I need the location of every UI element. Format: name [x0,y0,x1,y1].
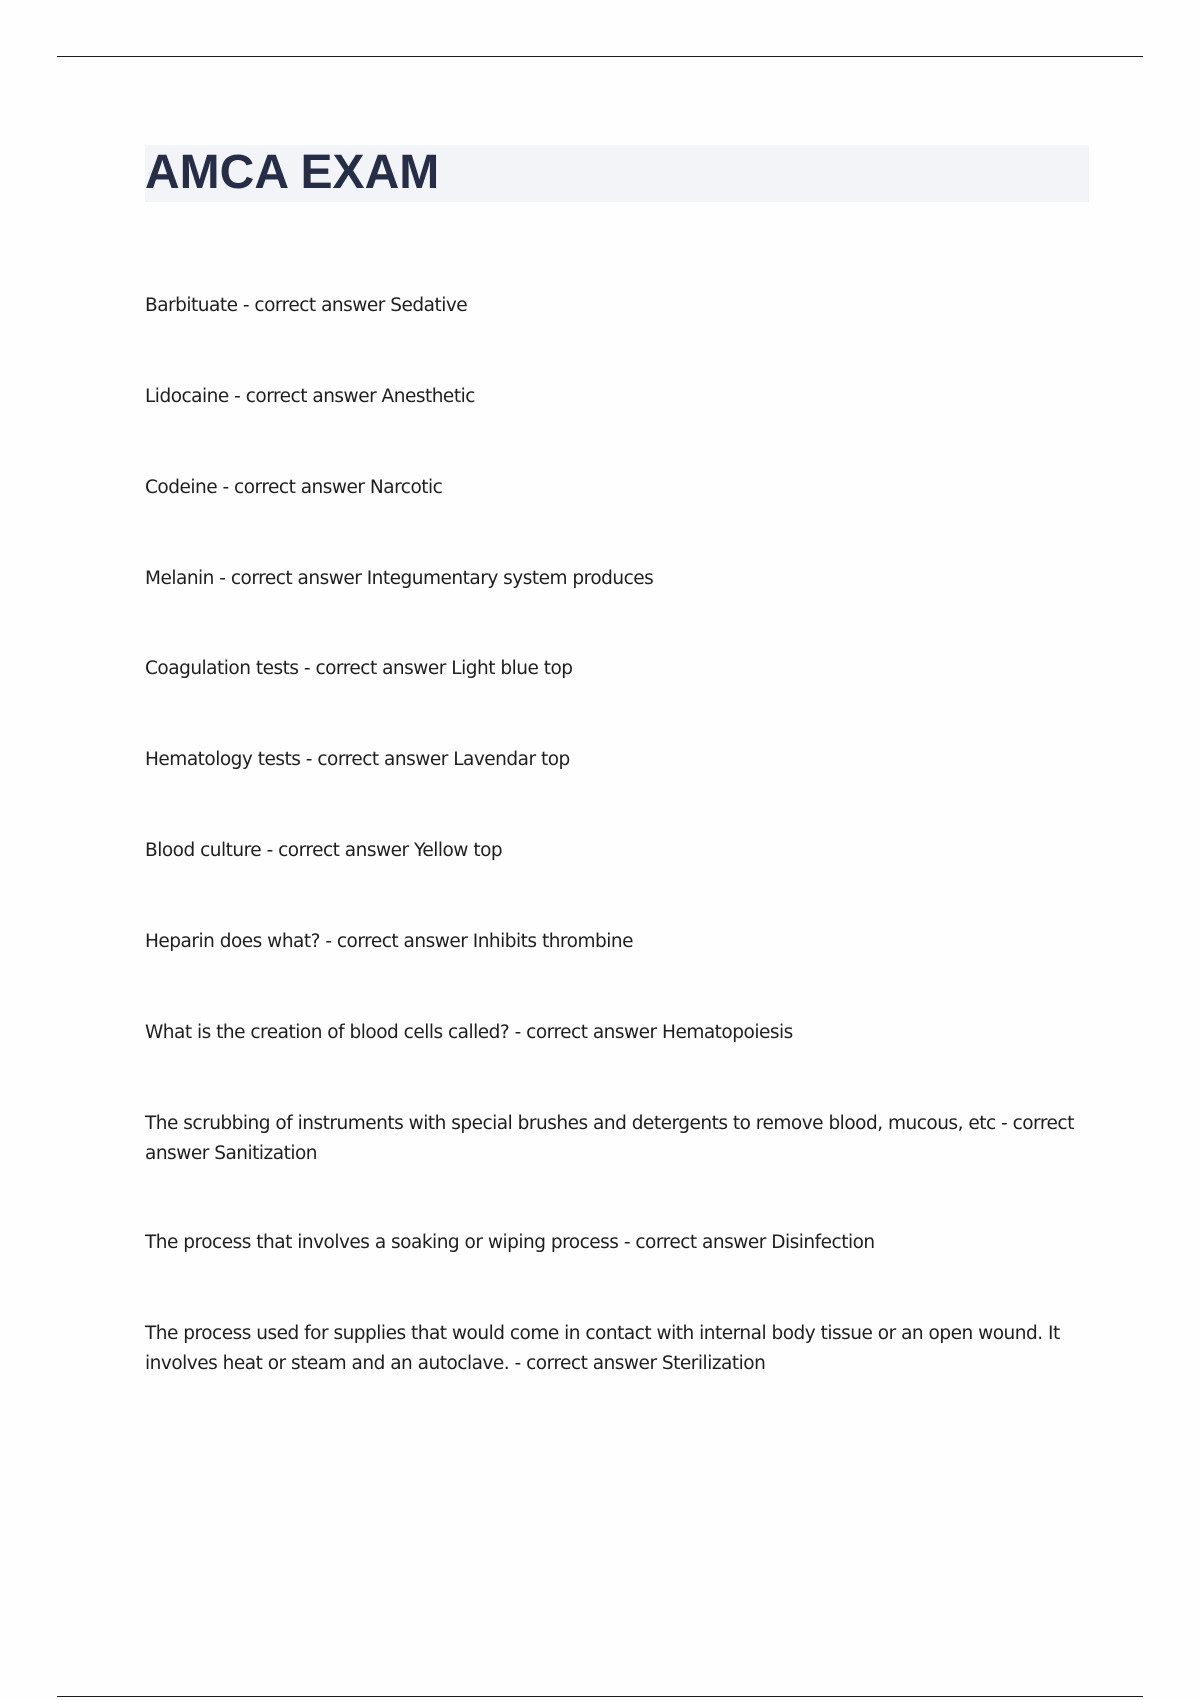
qa-item: The process that involves a soaking or wiping process - correct answer Disinfection [145,1232,875,1253]
qa-item: What is the creation of blood cells called? - correct answer Hematopoiesis [145,1022,793,1043]
qa-item: Codeine - correct answer Narcotic [145,477,443,498]
qa-item: Heparin does what? - correct answer Inhibits thrombine [145,931,633,952]
document-title: AMCA EXAM [145,146,440,199]
qa-item: Blood culture - correct answer Yellow top [145,840,503,861]
qa-item: The scrubbing of instruments with special brushes and detergents to remove blood, mucous, etc - correct answer Sanitization [145,1113,1074,1164]
header-rule [57,56,1143,57]
footer-rule [57,1696,1143,1697]
qa-item: The process used for supplies that would come in contact with internal body tissue or an open wound. It involves heat or steam and an autoclave. - correct answer Sterilization [145,1323,1060,1374]
qa-item: Melanin - correct answer Integumentary system produces [145,568,654,589]
qa-item: Lidocaine - correct answer Anesthetic [145,386,475,407]
qa-item: Barbituate - correct answer Sedative [145,295,468,316]
qa-item: Hematology tests - correct answer Lavendar top [145,749,570,770]
qa-item: Coagulation tests - correct answer Light blue top [145,658,573,679]
